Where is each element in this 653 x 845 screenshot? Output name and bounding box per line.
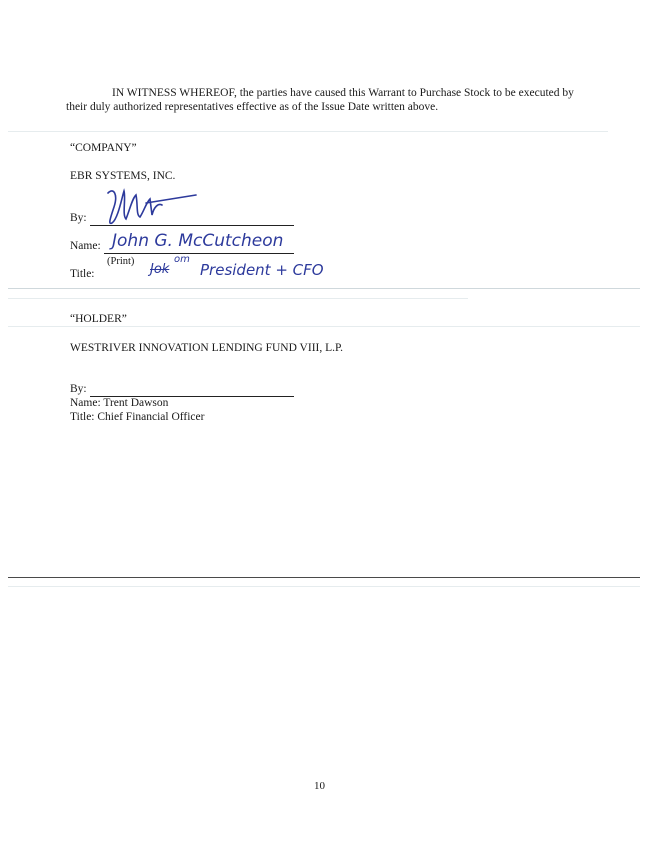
signature-scribble bbox=[100, 185, 220, 235]
holder-signer-title: Title: Chief Financial Officer bbox=[70, 411, 205, 423]
witness-clause: IN WITNESS WHEREOF, the parties have caused this Warrant to Purchase Stock to be executed by their duly authorized representatives effective as of the Issue Date written above. bbox=[66, 87, 574, 113]
scan-line bbox=[8, 298, 468, 299]
print-label: (Print) bbox=[107, 256, 135, 267]
scan-line bbox=[8, 586, 640, 587]
holder-heading: “HOLDER” bbox=[70, 313, 127, 325]
company-name-line bbox=[104, 253, 294, 254]
page-number: 10 bbox=[314, 780, 325, 792]
scan-line bbox=[8, 326, 640, 327]
handwritten-strike: Jok bbox=[150, 262, 170, 277]
divider-line bbox=[8, 577, 640, 578]
company-title-label: Title: bbox=[70, 268, 95, 280]
holder-name: WESTRIVER INNOVATION LENDING FUND VIII, L.P. bbox=[70, 342, 344, 354]
holder-by-label: By: bbox=[70, 383, 87, 395]
handwritten-name: John G. McCutcheon bbox=[112, 231, 284, 251]
company-heading: “COMPANY” bbox=[70, 142, 137, 154]
handwritten-small: om bbox=[174, 254, 190, 265]
company-by-label: By: bbox=[70, 212, 87, 224]
holder-signer-name: Name: Trent Dawson bbox=[70, 397, 169, 409]
company-name: EBR SYSTEMS, INC. bbox=[70, 170, 176, 182]
company-name-label: Name: bbox=[70, 240, 101, 252]
handwritten-title: President + CFO bbox=[200, 261, 324, 279]
scan-line bbox=[8, 288, 640, 289]
scan-line bbox=[8, 131, 608, 132]
